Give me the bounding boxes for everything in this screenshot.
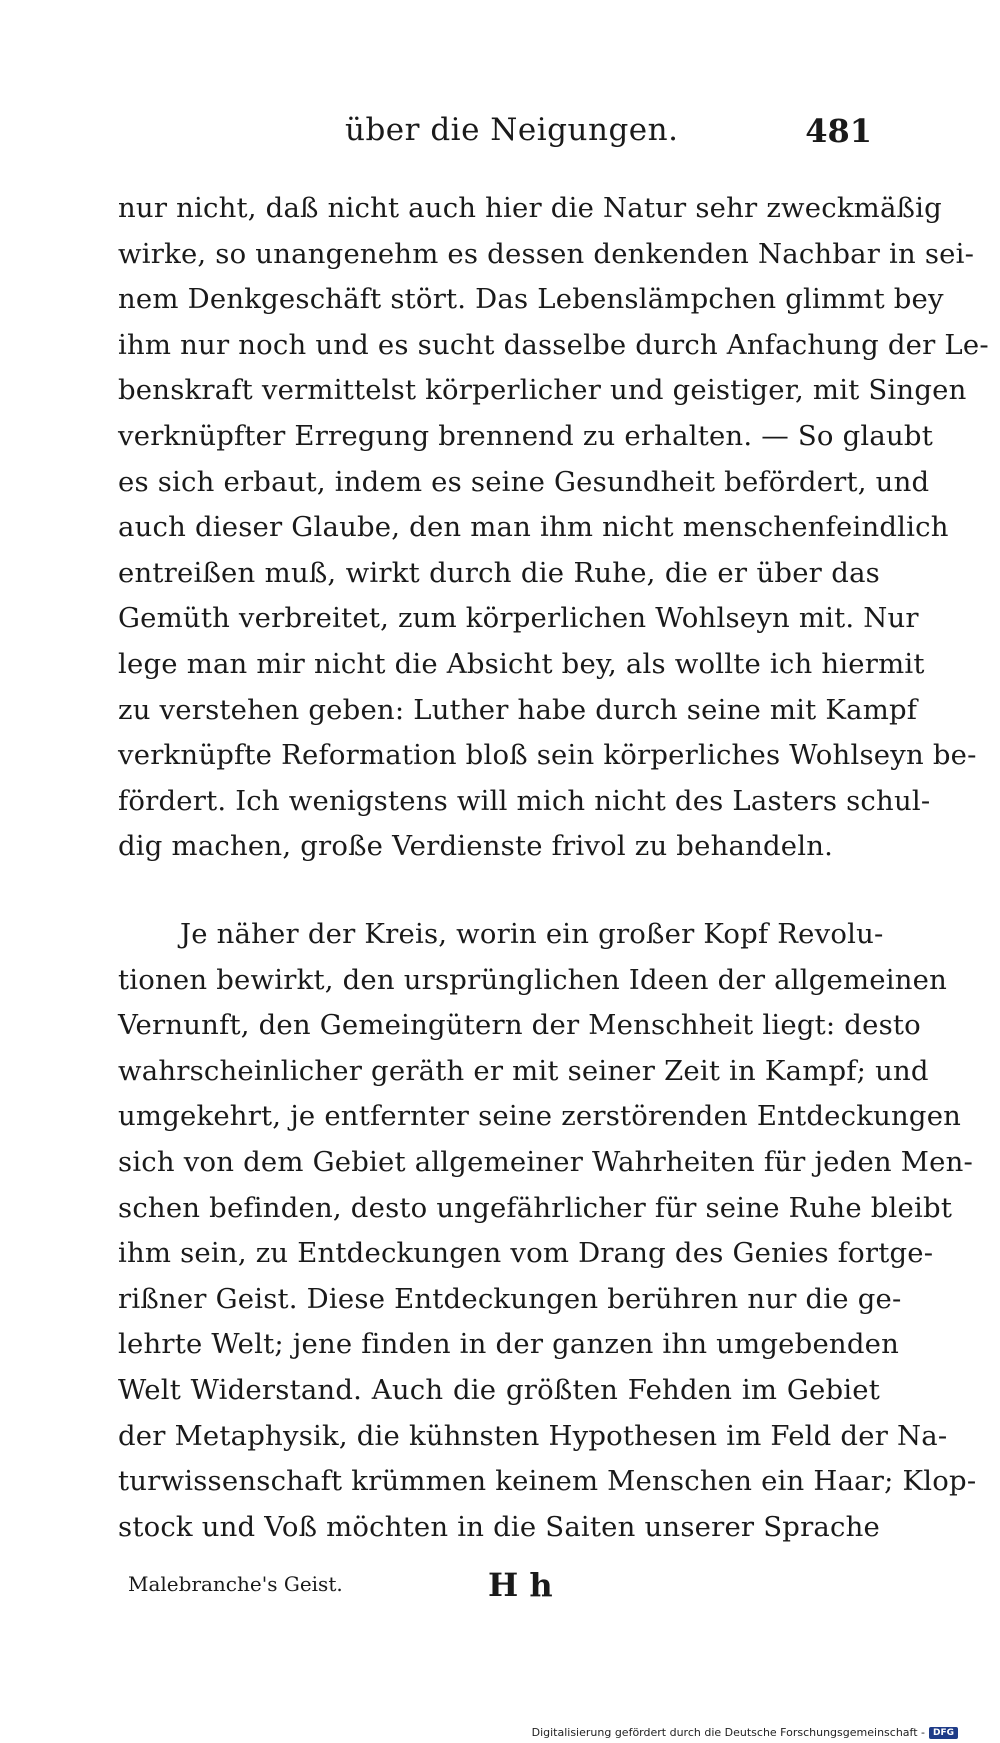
- text-line: Vernunft, den Gemeingütern der Menschheit liegt: desto: [118, 1009, 921, 1042]
- text-line: es sich erbaut, indem es seine Gesundheit befördert, und: [118, 465, 930, 498]
- text-line: stock und Voß möchten in die Saiten unserer Sprache: [118, 1510, 880, 1543]
- text-line: benskraft vermittelst körperlicher und geistiger, mit Singen: [118, 374, 967, 407]
- text-line: sich von dem Gebiet allgemeiner Wahrheiten für jeden Men-: [118, 1145, 974, 1178]
- text-line: turwissenschaft krümmen keinem Menschen ein Haar; Klop-: [118, 1465, 977, 1498]
- text-line: verknüpfter Erregung brennend zu erhalten. — So glaubt: [118, 419, 933, 452]
- text-line: dig machen, große Verdienste frivol zu behandeln.: [118, 830, 834, 863]
- page-number: 481: [805, 112, 872, 150]
- text-line: auch dieser Glaube, den man ihm nicht menschenfeindlich: [118, 511, 949, 544]
- text-line: ihm nur noch und es sucht dasselbe durch Anfachung der Le-: [118, 328, 989, 361]
- signature-text: Malebranche's Geist.: [128, 1572, 343, 1596]
- text-line: Je näher der Kreis, worin ein großer Kopf Revolu-: [180, 918, 884, 950]
- text-line: wahrscheinlicher geräth er mit seiner Zeit in Kampf; und: [118, 1054, 929, 1087]
- text-line: lehrte Welt; jene finden in der ganzen ihn umgebenden: [118, 1328, 900, 1361]
- text-line: wirke, so unangenehm es dessen denkenden Nachbar in sei-: [118, 237, 975, 270]
- paragraph-1: [118, 186, 989, 870]
- text-line: ihm sein, zu Entdeckungen vom Drang des Genies fortge-: [118, 1237, 934, 1270]
- dfg-logo-icon: DFG: [929, 1727, 958, 1739]
- text-line: Gemüth verbreitet, zum körperlichen Wohlseyn mit. Nur: [118, 602, 919, 635]
- text-line: tionen bewirkt, den ursprünglichen Ideen der allgemeinen: [118, 963, 948, 996]
- text-line: Welt Widerstand. Auch die größten Fehden im Gebiet: [118, 1373, 880, 1406]
- text-line: zu verstehen geben: Luther habe durch seine mit Kampf: [118, 693, 918, 726]
- digitization-credit: [532, 1726, 958, 1739]
- running-title: über die Neigungen.: [345, 112, 679, 148]
- text-line: rißner Geist. Diese Entdeckungen berühren nur die ge-: [118, 1282, 902, 1315]
- signature-mark: H h: [488, 1566, 553, 1604]
- text-line: lege man mir nicht die Absicht bey, als wollte ich hiermit: [118, 647, 925, 680]
- text-line: umgekehrt, je entfernter seine zerstörenden Entdeckungen: [118, 1100, 962, 1133]
- page-footer: [0, 1566, 1000, 1612]
- text-line: fördert. Ich wenigstens will mich nicht des Lasters schul-: [118, 784, 931, 817]
- text-line: der Metaphysik, die kühnsten Hypothesen im Feld der Na-: [118, 1419, 948, 1452]
- digitization-note-text: Digitalisierung gefördert durch die Deutsche Forschungsgemeinschaft -: [531, 1726, 925, 1739]
- text-line: verknüpfte Reformation bloß sein körperliches Wohlseyn be-: [118, 739, 977, 772]
- text-line: nur nicht, daß nicht auch hier die Natur sehr zweckmäßig: [118, 192, 942, 224]
- text-line: entreißen muß, wirkt durch die Ruhe, die er über das: [118, 556, 880, 589]
- paragraph-2: [118, 912, 977, 1550]
- text-line: schen befinden, desto ungefährlicher für seine Ruhe bleibt: [118, 1191, 953, 1224]
- running-head: [0, 112, 1000, 162]
- text-line: nem Denkgeschäft stört. Das Lebenslämpchen glimmt bey: [118, 283, 944, 316]
